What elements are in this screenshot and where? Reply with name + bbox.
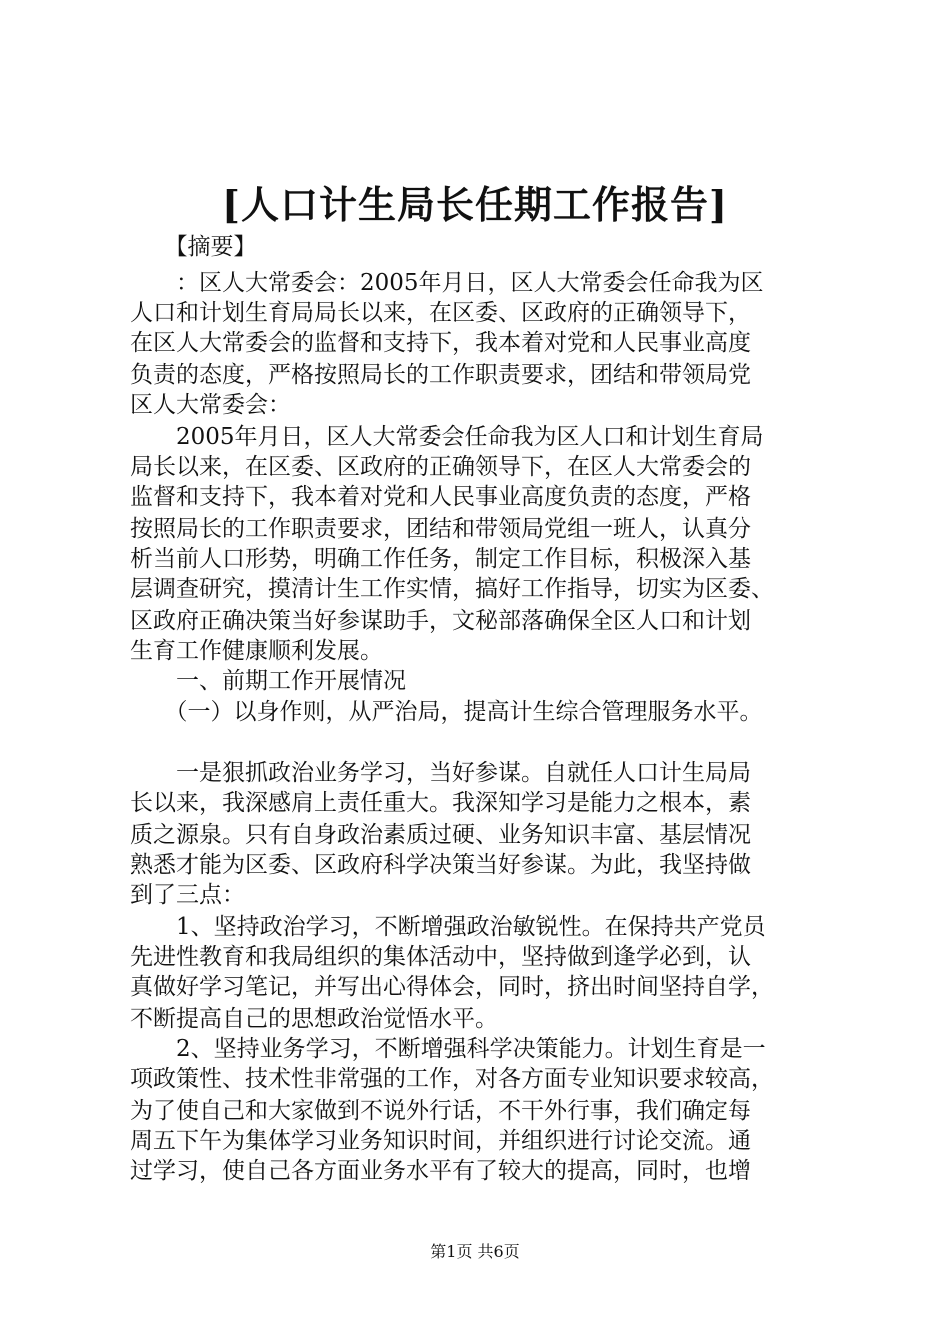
paragraph-line: 先进性教育和我局组织的集体活动中，坚持做到逢学必到，认 [130, 944, 751, 970]
document-title: [人口计生局长任期工作报告] [222, 182, 728, 227]
paragraph-line: 项政策性、技术性非常强的工作，对各方面专业知识要求较高， [130, 1066, 774, 1092]
paragraph-line: 过学习，使自己各方面业务水平有了较大的提高，同时，也增 [130, 1158, 751, 1184]
paragraph-line: 析当前人口形势，明确工作任务，制定工作目标，积极深入基 [130, 546, 751, 572]
paragraph-line: 人口和计划生育局局长以来，在区委、区政府的正确领导下， [130, 300, 751, 326]
paragraph-line: 长以来，我深感肩上责任重大。我深知学习是能力之根本，素 [130, 790, 751, 816]
paragraph-line: ：区人大常委会：2005年月日，区人大常委会任命我为区 [130, 270, 764, 296]
paragraph-line: 【摘要】 [130, 234, 257, 260]
paragraph-line: 按照局长的工作职责要求，团结和带领局党组一班人，认真分 [130, 516, 751, 542]
paragraph-line: 质之源泉。只有自身政治素质过硬、业务知识丰富、基层情况 [130, 822, 751, 848]
paragraph-line: 局长以来，在区委、区政府的正确领导下，在区人大常委会的 [130, 454, 751, 480]
paragraph-line: 一是狠抓政治业务学习，当好参谋。自就任人口计生局局 [130, 760, 751, 786]
paragraph-line: 真做好学习笔记，并写出心得体会，同时，挤出时间坚持自学， [130, 974, 774, 1000]
paragraph-line: 到了三点： [130, 882, 245, 908]
paragraph-line: 在区人大常委会的监督和支持下，我本着对党和人民事业高度 [130, 330, 751, 356]
paragraph-line: 层调查研究，摸清计生工作实情，搞好工作指导，切实为区委、 [130, 576, 774, 602]
paragraph-line: 负责的态度，严格按照局长的工作职责要求，团结和带领局党 [130, 362, 751, 388]
section-heading: 一、前期工作开展情况 [130, 668, 406, 694]
paragraph-line: 不断提高自己的思想政治觉悟水平。 [130, 1006, 498, 1032]
paragraph-line: 1、坚持政治学习，不断增强政治敏锐性。在保持共产党员 [130, 914, 766, 940]
paragraph-line: 监督和支持下，我本着对党和人民事业高度负责的态度，严格 [130, 484, 751, 510]
paragraph-line: 生育工作健康顺利发展。 [130, 638, 383, 664]
paragraph-line: 周五下午为集体学习业务知识时间，并组织进行讨论交流。通 [130, 1128, 751, 1154]
subsection-heading: （一）以身作则，从严治局，提高计生综合管理服务水平。 [130, 699, 763, 725]
paragraph-line: 为了使自己和大家做到不说外行话，不干外行事，我们确定每 [130, 1098, 751, 1124]
page-number-footer: 第1页 共6页 [430, 1242, 520, 1261]
paragraph-line: 熟悉才能为区委、区政府科学决策当好参谋。为此，我坚持做 [130, 852, 751, 878]
paragraph-line: 2005年月日，区人大常委会任命我为区人口和计划生育局 [130, 424, 764, 450]
paragraph-line: 区人大常委会： [130, 392, 291, 418]
paragraph-line: 区政府正确决策当好参谋助手，文秘部落确保全区人口和计划 [130, 608, 751, 634]
paragraph-line: 2、坚持业务学习，不断增强科学决策能力。计划生育是一 [130, 1036, 766, 1062]
